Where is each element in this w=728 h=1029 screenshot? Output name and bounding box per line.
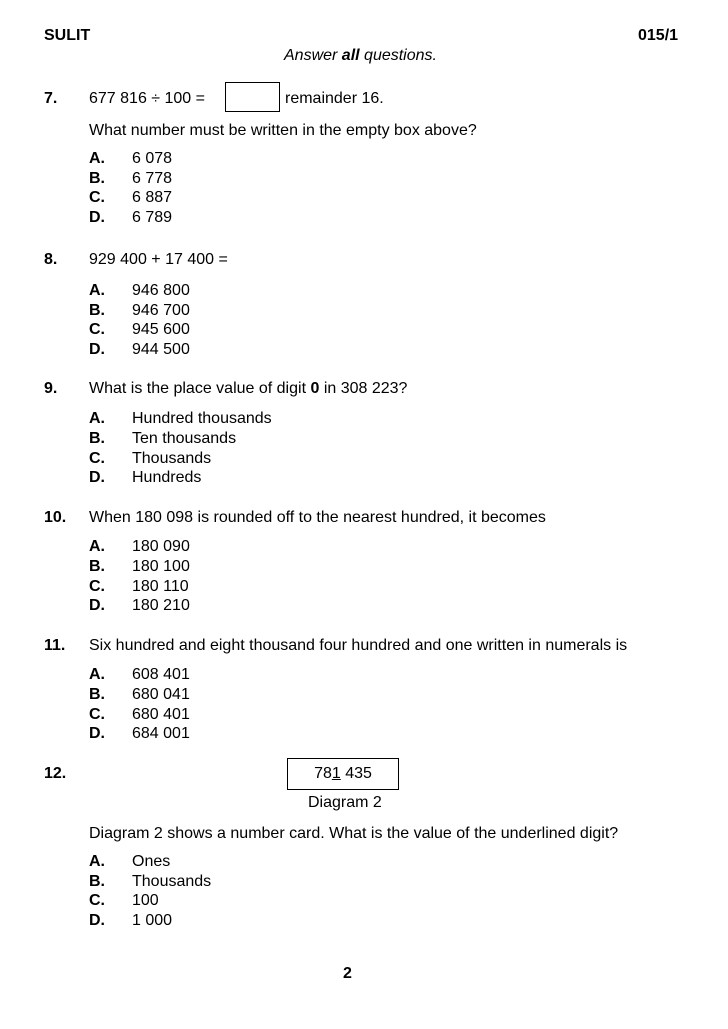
- q11-option-text: 680 401: [132, 706, 190, 723]
- q12-stem: Diagram 2 shows a number card. What is the value of the underlined digit?: [89, 825, 619, 842]
- q9-option-text: Thousands: [132, 450, 212, 467]
- q11-option-letter: A.: [89, 666, 105, 683]
- q11-option-text: 608 401: [132, 666, 190, 683]
- q12-option-text: Ones: [132, 853, 171, 870]
- q8-option-letter: B.: [89, 302, 105, 319]
- q11-number: 11.: [44, 637, 66, 654]
- q7-answer-box: [225, 82, 280, 112]
- q7-option-letter: C.: [89, 189, 105, 206]
- q9-option-text: Ten thousands: [132, 430, 237, 447]
- q9-stem-digit: 0: [310, 380, 320, 397]
- q8-option-letter: A.: [89, 282, 105, 299]
- q8-number: 8.: [44, 251, 58, 268]
- q10-option-text: 180 210: [132, 597, 190, 614]
- q9-stem: [89, 380, 407, 398]
- q7-option-text: 6 887: [132, 189, 173, 206]
- q11-option-letter: D.: [89, 725, 105, 742]
- q10-option-text: 180 110: [132, 578, 189, 595]
- q7-option-letter: D.: [89, 209, 105, 226]
- q8-option-letter: D.: [89, 341, 105, 358]
- q7-option-letter: B.: [89, 170, 105, 187]
- q8-stem: 929 400 + 17 400 =: [89, 251, 228, 268]
- q8-option-text: 946 800: [132, 282, 190, 299]
- instruction-emph: all: [341, 47, 360, 64]
- q12-option-text: 1 000: [132, 912, 173, 929]
- q7-option-text: 6 789: [132, 209, 173, 226]
- header-sulit: SULIT: [44, 27, 91, 44]
- q9-number: 9.: [44, 380, 58, 397]
- q12-number: 12.: [44, 765, 67, 782]
- q8-option-letter: C.: [89, 321, 105, 338]
- q10-option-letter: C.: [89, 578, 105, 595]
- q9-stem-suffix: in 308 223?: [323, 380, 408, 397]
- q11-option-text: 680 041: [132, 686, 190, 703]
- q10-option-text: 180 100: [132, 558, 190, 575]
- q10-option-letter: B.: [89, 558, 105, 575]
- number-card-suffix: 435: [340, 765, 372, 782]
- instruction: [284, 47, 437, 65]
- q12-option-letter: B.: [89, 873, 105, 890]
- q7-number: 7.: [44, 90, 58, 107]
- q11-option-letter: C.: [89, 706, 105, 723]
- q11-stem: Six hundred and eight thousand four hundred and one written in numerals is: [89, 637, 628, 654]
- q10-number: 10.: [44, 509, 67, 526]
- q12-option-letter: C.: [89, 892, 105, 909]
- q9-option-text: Hundreds: [132, 469, 202, 486]
- q10-option-text: 180 090: [132, 538, 190, 555]
- q7-expression: 677 816 ÷ 100 =: [89, 90, 205, 107]
- diagram-caption: Diagram 2: [308, 794, 382, 811]
- q10-stem: When 180 098 is rounded off to the nearest hundred, it becomes: [89, 509, 546, 526]
- q7-remainder: remainder 16.: [285, 90, 384, 107]
- q12-option-letter: A.: [89, 853, 105, 870]
- page-number: 2: [343, 965, 352, 982]
- q12-option-letter: D.: [89, 912, 105, 929]
- q10-option-letter: A.: [89, 538, 105, 555]
- q9-option-letter: B.: [89, 430, 105, 447]
- number-card-prefix: 78: [314, 765, 332, 782]
- q8-option-text: 945 600: [132, 321, 190, 338]
- header-code: 015/1: [638, 27, 679, 44]
- q12-option-text: Thousands: [132, 873, 212, 890]
- q8-option-text: 944 500: [132, 341, 190, 358]
- instruction-suffix: questions.: [359, 47, 437, 64]
- q9-option-letter: A.: [89, 410, 105, 427]
- q7-option-letter: A.: [89, 150, 105, 167]
- q9-option-letter: C.: [89, 450, 105, 467]
- q12-option-text: 100: [132, 892, 159, 909]
- q7-option-text: 6 778: [132, 170, 173, 187]
- q11-option-letter: B.: [89, 686, 105, 703]
- instruction-prefix: Answer: [284, 47, 342, 64]
- q11-option-text: 684 001: [132, 725, 190, 742]
- q8-option-text: 946 700: [132, 302, 190, 319]
- q7-option-text: 6 078: [132, 150, 173, 167]
- q10-option-letter: D.: [89, 597, 105, 614]
- number-card: [287, 758, 399, 790]
- q9-stem-prefix: What is the place value of digit: [89, 380, 311, 397]
- q9-option-text: Hundred thousands: [132, 410, 272, 427]
- number-card-underlined-digit: 1: [331, 765, 341, 782]
- q9-option-letter: D.: [89, 469, 105, 486]
- q7-stem: What number must be written in the empty box above?: [89, 122, 477, 139]
